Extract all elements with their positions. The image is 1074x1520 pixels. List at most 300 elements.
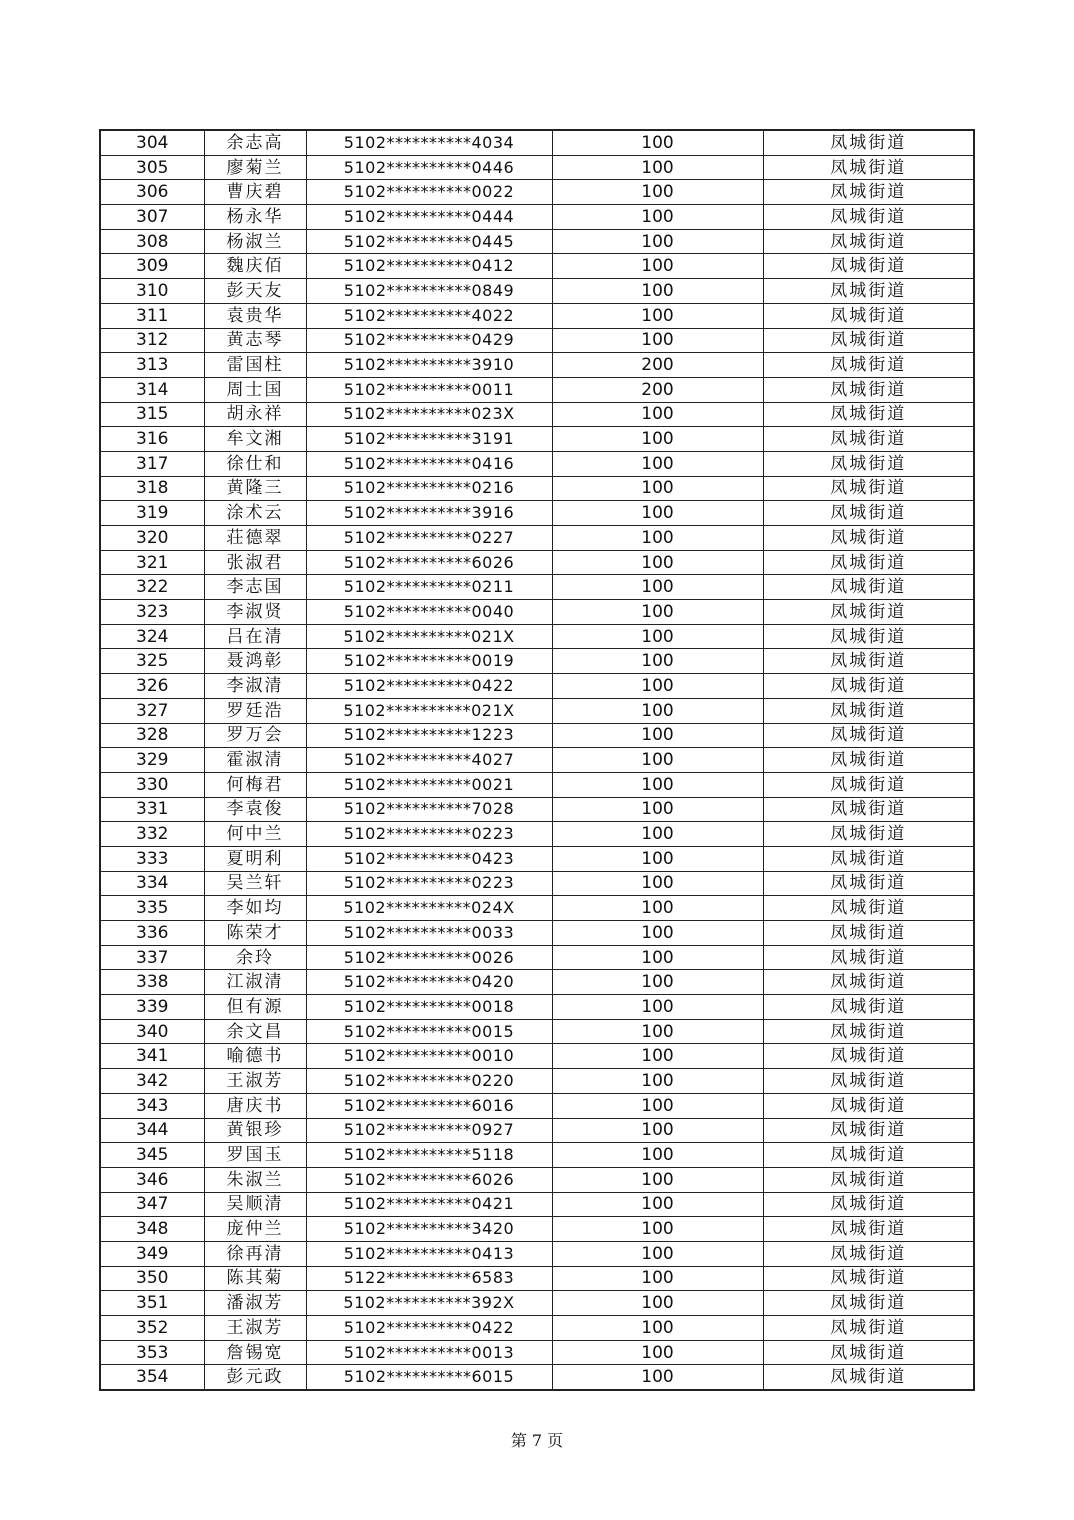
name-cell: 罗国玉	[204, 1143, 306, 1168]
name-cell: 黄隆三	[204, 476, 306, 501]
name-cell: 徐仕和	[204, 451, 306, 476]
amount-cell: 100	[552, 896, 763, 921]
id-number-cell: 5102**********0422	[306, 674, 552, 699]
name-cell: 但有源	[204, 995, 306, 1020]
street-cell: 凤城街道	[763, 674, 974, 699]
id-number-cell: 5102**********023X	[306, 402, 552, 427]
amount-cell: 100	[552, 846, 763, 871]
amount-cell: 100	[552, 328, 763, 353]
name-cell: 周士国	[204, 377, 306, 402]
id-number-cell: 5102**********0413	[306, 1241, 552, 1266]
id-number-cell: 5102**********0216	[306, 476, 552, 501]
id-number-cell: 5102**********024X	[306, 896, 552, 921]
amount-cell: 100	[552, 1093, 763, 1118]
street-cell: 凤城街道	[763, 427, 974, 452]
page-number: 第 7 页	[510, 1431, 564, 1450]
row-number-cell: 351	[100, 1291, 204, 1316]
id-number-cell: 5102**********0033	[306, 921, 552, 946]
street-cell: 凤城街道	[763, 130, 974, 155]
row-number-cell: 316	[100, 427, 204, 452]
table-row	[100, 1093, 974, 1118]
name-cell: 王淑芳	[204, 1069, 306, 1094]
table-row	[100, 427, 974, 452]
name-cell: 聂鸿彰	[204, 649, 306, 674]
name-cell: 荘德翠	[204, 526, 306, 551]
row-number-cell: 307	[100, 205, 204, 230]
street-cell: 凤城街道	[763, 303, 974, 328]
street-cell: 凤城街道	[763, 1069, 974, 1094]
amount-cell: 100	[552, 822, 763, 847]
row-number-cell: 313	[100, 353, 204, 378]
id-number-cell: 5102**********0927	[306, 1118, 552, 1143]
amount-cell: 100	[552, 995, 763, 1020]
id-number-cell: 5102**********0422	[306, 1316, 552, 1341]
table-row	[100, 1143, 974, 1168]
row-number-cell: 336	[100, 921, 204, 946]
amount-cell: 100	[552, 1266, 763, 1291]
row-number-cell: 339	[100, 995, 204, 1020]
table-row	[100, 1241, 974, 1266]
row-number-cell: 328	[100, 723, 204, 748]
table-row	[100, 451, 974, 476]
name-cell: 夏明利	[204, 846, 306, 871]
id-number-cell: 5102**********3191	[306, 427, 552, 452]
amount-cell: 100	[552, 130, 763, 155]
amount-cell: 100	[552, 748, 763, 773]
id-number-cell: 5102**********0227	[306, 526, 552, 551]
street-cell: 凤城街道	[763, 1167, 974, 1192]
amount-cell: 100	[552, 921, 763, 946]
id-number-cell: 5102**********021X	[306, 698, 552, 723]
name-cell: 朱淑兰	[204, 1167, 306, 1192]
amount-cell: 100	[552, 402, 763, 427]
id-number-cell: 5102**********392X	[306, 1291, 552, 1316]
name-cell: 詹锡宽	[204, 1340, 306, 1365]
street-cell: 凤城街道	[763, 501, 974, 526]
table-row	[100, 649, 974, 674]
street-cell: 凤城街道	[763, 1118, 974, 1143]
name-cell: 徐再清	[204, 1241, 306, 1266]
table-row	[100, 748, 974, 773]
amount-cell: 100	[552, 279, 763, 304]
name-cell: 吴顺清	[204, 1192, 306, 1217]
street-cell: 凤城街道	[763, 476, 974, 501]
street-cell: 凤城街道	[763, 896, 974, 921]
street-cell: 凤城街道	[763, 550, 974, 575]
amount-cell: 100	[552, 871, 763, 896]
row-number-cell: 308	[100, 229, 204, 254]
table-row	[100, 945, 974, 970]
row-number-cell: 310	[100, 279, 204, 304]
name-cell: 彭天友	[204, 279, 306, 304]
row-number-cell: 317	[100, 451, 204, 476]
amount-cell: 100	[552, 575, 763, 600]
row-number-cell: 347	[100, 1192, 204, 1217]
street-cell: 凤城街道	[763, 1192, 974, 1217]
table-row	[100, 377, 974, 402]
street-cell: 凤城街道	[763, 279, 974, 304]
name-cell: 牟文湘	[204, 427, 306, 452]
row-number-cell: 331	[100, 797, 204, 822]
table-row	[100, 1266, 974, 1291]
amount-cell: 100	[552, 600, 763, 625]
amount-cell: 100	[552, 1118, 763, 1143]
street-cell: 凤城街道	[763, 846, 974, 871]
row-number-cell: 309	[100, 254, 204, 279]
row-number-cell: 333	[100, 846, 204, 871]
table-row	[100, 797, 974, 822]
name-cell: 李袁俊	[204, 797, 306, 822]
id-number-cell: 5102**********0018	[306, 995, 552, 1020]
table-row	[100, 723, 974, 748]
table-row	[100, 254, 974, 279]
row-number-cell: 315	[100, 402, 204, 427]
table-row	[100, 1044, 974, 1069]
row-number-cell: 340	[100, 1019, 204, 1044]
amount-cell: 100	[552, 1365, 763, 1390]
amount-cell: 100	[552, 254, 763, 279]
street-cell: 凤城街道	[763, 797, 974, 822]
row-number-cell: 332	[100, 822, 204, 847]
name-cell: 魏庆佰	[204, 254, 306, 279]
row-number-cell: 348	[100, 1217, 204, 1242]
name-cell: 霍淑清	[204, 748, 306, 773]
street-cell: 凤城街道	[763, 970, 974, 995]
table-row	[100, 501, 974, 526]
row-number-cell: 319	[100, 501, 204, 526]
row-number-cell: 320	[100, 526, 204, 551]
amount-cell: 100	[552, 501, 763, 526]
amount-cell: 100	[552, 476, 763, 501]
street-cell: 凤城街道	[763, 575, 974, 600]
name-cell: 李淑贤	[204, 600, 306, 625]
name-cell: 杨永华	[204, 205, 306, 230]
row-number-cell: 343	[100, 1093, 204, 1118]
row-number-cell: 352	[100, 1316, 204, 1341]
amount-cell: 100	[552, 698, 763, 723]
row-number-cell: 330	[100, 772, 204, 797]
name-cell: 李如均	[204, 896, 306, 921]
name-cell: 余志高	[204, 130, 306, 155]
street-cell: 凤城街道	[763, 921, 974, 946]
amount-cell: 100	[552, 229, 763, 254]
amount-cell: 100	[552, 427, 763, 452]
table-row	[100, 846, 974, 871]
name-cell: 李淑清	[204, 674, 306, 699]
name-cell: 唐庆书	[204, 1093, 306, 1118]
name-cell: 张淑君	[204, 550, 306, 575]
name-cell: 曹庆碧	[204, 180, 306, 205]
table-row	[100, 970, 974, 995]
table-row	[100, 229, 974, 254]
row-number-cell: 349	[100, 1241, 204, 1266]
name-cell: 黄银珍	[204, 1118, 306, 1143]
table-row	[100, 1192, 974, 1217]
name-cell: 罗廷浩	[204, 698, 306, 723]
table-row	[100, 526, 974, 551]
amount-cell: 100	[552, 180, 763, 205]
id-number-cell: 5102**********0444	[306, 205, 552, 230]
street-cell: 凤城街道	[763, 945, 974, 970]
row-number-cell: 335	[100, 896, 204, 921]
name-cell: 袁贵华	[204, 303, 306, 328]
row-number-cell: 327	[100, 698, 204, 723]
id-number-cell: 5102**********0429	[306, 328, 552, 353]
row-number-cell: 326	[100, 674, 204, 699]
table-row	[100, 402, 974, 427]
id-number-cell: 5102**********0223	[306, 871, 552, 896]
name-cell: 罗万会	[204, 723, 306, 748]
street-cell: 凤城街道	[763, 1044, 974, 1069]
id-number-cell: 5102**********0220	[306, 1069, 552, 1094]
amount-cell: 100	[552, 1044, 763, 1069]
id-number-cell: 5102**********6026	[306, 550, 552, 575]
id-number-cell: 5102**********0040	[306, 600, 552, 625]
table-row	[100, 674, 974, 699]
street-cell: 凤城街道	[763, 1217, 974, 1242]
street-cell: 凤城街道	[763, 229, 974, 254]
street-cell: 凤城街道	[763, 526, 974, 551]
street-cell: 凤城街道	[763, 600, 974, 625]
row-number-cell: 306	[100, 180, 204, 205]
id-number-cell: 5102**********0416	[306, 451, 552, 476]
table-row	[100, 353, 974, 378]
amount-cell: 100	[552, 205, 763, 230]
row-number-cell: 354	[100, 1365, 204, 1390]
table-row	[100, 822, 974, 847]
amount-cell: 100	[552, 550, 763, 575]
id-number-cell: 5122**********6583	[306, 1266, 552, 1291]
id-number-cell: 5102**********4034	[306, 130, 552, 155]
id-number-cell: 5102**********0010	[306, 1044, 552, 1069]
id-number-cell: 5102**********3910	[306, 353, 552, 378]
amount-cell: 100	[552, 1069, 763, 1094]
table-row	[100, 1167, 974, 1192]
name-cell: 陈荣才	[204, 921, 306, 946]
street-cell: 凤城街道	[763, 723, 974, 748]
table-row	[100, 624, 974, 649]
table-row	[100, 328, 974, 353]
street-cell: 凤城街道	[763, 402, 974, 427]
id-number-cell: 5102**********0015	[306, 1019, 552, 1044]
street-cell: 凤城街道	[763, 822, 974, 847]
street-cell: 凤城街道	[763, 748, 974, 773]
table-row	[100, 303, 974, 328]
amount-cell: 100	[552, 303, 763, 328]
amount-cell: 100	[552, 1143, 763, 1168]
row-number-cell: 350	[100, 1266, 204, 1291]
name-cell: 黄志琴	[204, 328, 306, 353]
id-number-cell: 5102**********0019	[306, 649, 552, 674]
table-row	[100, 1316, 974, 1341]
id-number-cell: 5102**********021X	[306, 624, 552, 649]
id-number-cell: 5102**********0421	[306, 1192, 552, 1217]
street-cell: 凤城街道	[763, 1291, 974, 1316]
id-number-cell: 5102**********0445	[306, 229, 552, 254]
name-cell: 喻德书	[204, 1044, 306, 1069]
street-cell: 凤城街道	[763, 698, 974, 723]
name-cell: 余文昌	[204, 1019, 306, 1044]
amount-cell: 100	[552, 945, 763, 970]
name-cell: 吴兰轩	[204, 871, 306, 896]
row-number-cell: 329	[100, 748, 204, 773]
amount-cell: 100	[552, 1340, 763, 1365]
street-cell: 凤城街道	[763, 328, 974, 353]
amount-cell: 100	[552, 1217, 763, 1242]
id-number-cell: 5102**********0013	[306, 1340, 552, 1365]
id-number-cell: 5102**********0849	[306, 279, 552, 304]
id-number-cell: 5102**********0423	[306, 846, 552, 871]
id-number-cell: 5102**********4022	[306, 303, 552, 328]
amount-cell: 100	[552, 1167, 763, 1192]
street-cell: 凤城街道	[763, 649, 974, 674]
street-cell: 凤城街道	[763, 205, 974, 230]
amount-cell: 100	[552, 1192, 763, 1217]
table-row	[100, 921, 974, 946]
row-number-cell: 346	[100, 1167, 204, 1192]
amount-cell: 100	[552, 970, 763, 995]
row-number-cell: 338	[100, 970, 204, 995]
id-number-cell: 5102**********6026	[306, 1167, 552, 1192]
id-number-cell: 5102**********0420	[306, 970, 552, 995]
id-number-cell: 5102**********0412	[306, 254, 552, 279]
name-cell: 庞仲兰	[204, 1217, 306, 1242]
name-cell: 潘淑芳	[204, 1291, 306, 1316]
street-cell: 凤城街道	[763, 1266, 974, 1291]
table-row	[100, 1291, 974, 1316]
name-cell: 余玲	[204, 945, 306, 970]
table-row	[100, 476, 974, 501]
street-cell: 凤城街道	[763, 254, 974, 279]
table-row	[100, 155, 974, 180]
amount-cell: 100	[552, 155, 763, 180]
table-row	[100, 1340, 974, 1365]
id-number-cell: 5102**********3420	[306, 1217, 552, 1242]
amount-cell: 100	[552, 797, 763, 822]
name-cell: 涂术云	[204, 501, 306, 526]
street-cell: 凤城街道	[763, 871, 974, 896]
row-number-cell: 305	[100, 155, 204, 180]
table-row	[100, 896, 974, 921]
street-cell: 凤城街道	[763, 1316, 974, 1341]
street-cell: 凤城街道	[763, 451, 974, 476]
row-number-cell: 344	[100, 1118, 204, 1143]
id-number-cell: 5102**********1223	[306, 723, 552, 748]
id-number-cell: 5102**********7028	[306, 797, 552, 822]
amount-cell: 100	[552, 723, 763, 748]
row-number-cell: 318	[100, 476, 204, 501]
row-number-cell: 314	[100, 377, 204, 402]
table-row	[100, 575, 974, 600]
name-cell: 陈其菊	[204, 1266, 306, 1291]
row-number-cell: 342	[100, 1069, 204, 1094]
id-number-cell: 5102**********0011	[306, 377, 552, 402]
street-cell: 凤城街道	[763, 1340, 974, 1365]
row-number-cell: 311	[100, 303, 204, 328]
street-cell: 凤城街道	[763, 624, 974, 649]
row-number-cell: 353	[100, 1340, 204, 1365]
table-row	[100, 1217, 974, 1242]
street-cell: 凤城街道	[763, 155, 974, 180]
table-row	[100, 600, 974, 625]
row-number-cell: 304	[100, 130, 204, 155]
name-cell: 雷国柱	[204, 353, 306, 378]
id-number-cell: 5102**********0211	[306, 575, 552, 600]
row-number-cell: 324	[100, 624, 204, 649]
id-number-cell: 5102**********0026	[306, 945, 552, 970]
amount-cell: 100	[552, 624, 763, 649]
row-number-cell: 325	[100, 649, 204, 674]
amount-cell: 100	[552, 772, 763, 797]
street-cell: 凤城街道	[763, 995, 974, 1020]
name-cell: 吕在清	[204, 624, 306, 649]
name-cell: 江淑清	[204, 970, 306, 995]
id-number-cell: 5102**********6016	[306, 1093, 552, 1118]
name-cell: 李志国	[204, 575, 306, 600]
street-cell: 凤城街道	[763, 1143, 974, 1168]
table-row	[100, 279, 974, 304]
table-row	[100, 205, 974, 230]
name-cell: 廖菊兰	[204, 155, 306, 180]
amount-cell: 100	[552, 526, 763, 551]
table-row	[100, 130, 974, 155]
table-body	[100, 130, 974, 1390]
street-cell: 凤城街道	[763, 1019, 974, 1044]
street-cell: 凤城街道	[763, 1365, 974, 1390]
table-row	[100, 550, 974, 575]
id-number-cell: 5102**********0446	[306, 155, 552, 180]
recipient-table	[99, 129, 975, 1391]
table-row	[100, 1019, 974, 1044]
amount-cell: 100	[552, 451, 763, 476]
amount-cell: 100	[552, 1019, 763, 1044]
row-number-cell: 322	[100, 575, 204, 600]
row-number-cell: 337	[100, 945, 204, 970]
table-row	[100, 1069, 974, 1094]
row-number-cell: 341	[100, 1044, 204, 1069]
name-cell: 胡永祥	[204, 402, 306, 427]
table-row	[100, 698, 974, 723]
table-row	[100, 772, 974, 797]
row-number-cell: 323	[100, 600, 204, 625]
street-cell: 凤城街道	[763, 772, 974, 797]
row-number-cell: 321	[100, 550, 204, 575]
id-number-cell: 5102**********0223	[306, 822, 552, 847]
table-row	[100, 1365, 974, 1390]
id-number-cell: 5102**********6015	[306, 1365, 552, 1390]
row-number-cell: 312	[100, 328, 204, 353]
name-cell: 何梅君	[204, 772, 306, 797]
street-cell: 凤城街道	[763, 377, 974, 402]
name-cell: 彭元政	[204, 1365, 306, 1390]
street-cell: 凤城街道	[763, 353, 974, 378]
table-row	[100, 871, 974, 896]
amount-cell: 100	[552, 1241, 763, 1266]
id-number-cell: 5102**********4027	[306, 748, 552, 773]
name-cell: 何中兰	[204, 822, 306, 847]
id-number-cell: 5102**********0022	[306, 180, 552, 205]
amount-cell: 100	[552, 674, 763, 699]
street-cell: 凤城街道	[763, 180, 974, 205]
id-number-cell: 5102**********3916	[306, 501, 552, 526]
amount-cell: 100	[552, 649, 763, 674]
amount-cell: 100	[552, 1316, 763, 1341]
table-row	[100, 1118, 974, 1143]
amount-cell: 200	[552, 353, 763, 378]
name-cell: 杨淑兰	[204, 229, 306, 254]
table-row	[100, 995, 974, 1020]
name-cell: 王淑芳	[204, 1316, 306, 1341]
